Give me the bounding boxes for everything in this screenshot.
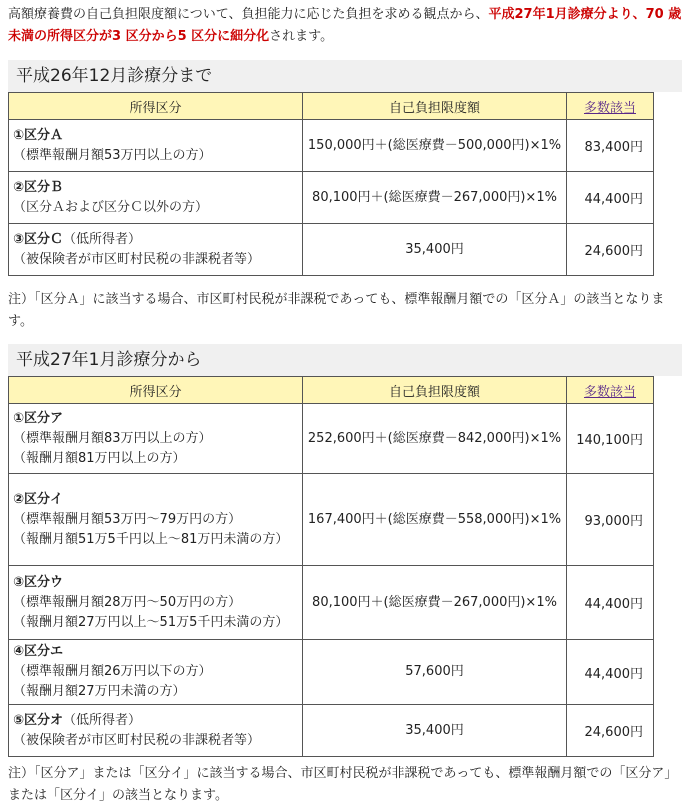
category-cell [9,640,303,705]
category-title: ①区分Ａ [13,127,64,143]
multiple-cell: 24,600円 [567,224,654,276]
multiple-cell: 24,600円 [567,705,654,757]
category-sub: （被保険者が市区町村民税の非課税者等） [13,251,261,267]
header-limit: 自己負担限度額 [303,93,567,120]
category-sub: （区分Ａおよび区分Ｃ以外の方） [13,199,209,215]
table-row [9,705,654,757]
category-cell [9,404,303,474]
multiple-cell: 83,400円 [567,120,654,172]
category-sub: （報酬月額81万円以上の方） [13,450,186,466]
table-row [9,172,654,224]
intro-text [8,4,688,48]
header-income-category: 所得区分 [9,377,303,404]
category-cell [9,224,303,276]
category-sub: （報酬月額27万円未満の方） [13,684,186,699]
section2-note: 注）「区分ア」または「区分イ」に該当する場合、市区町村民税が非課税であっても、標準報酬月額での「区分ア」または「区分イ」の該当となります。 [8,766,678,803]
category-cell [9,172,303,224]
section1-note: 注）「区分Ａ」に該当する場合、市区町村民税が非課税であっても、標準報酬月額での「区分Ａ」の該当となります。 [8,292,665,329]
limit-cell: 35,400円 [303,705,567,757]
header-multiple-link[interactable]: 多数該当 [567,93,654,120]
category-title-note: （低所得者） [63,231,142,247]
category-title: ②区分イ [13,491,64,507]
category-sub: （標準報酬月額26万円以下の方） [13,664,212,679]
limit-cell: 150,000円＋(総医療費－500,000円)×1% [303,120,567,172]
category-sub: （標準報酬月額28万円～50万円の方） [13,594,242,610]
category-title: ②区分Ｂ [13,179,64,195]
section1-header-row [9,93,654,120]
category-sub: （被保険者が市区町村民税の非課税者等） [13,732,261,748]
category-sub: （標準報酬月額83万円以上の方） [13,430,212,446]
intro-tail: されます。 [269,29,334,44]
table-row [9,224,654,276]
intro-highlight: 平成27年1月診療分より、70 歳未満の所得区分が3 区分から5 区分に細分化 [8,7,682,44]
limit-cell: 252,600円＋(総医療費－842,000円)×1% [303,404,567,474]
header-multiple-link[interactable]: 多数該当 [567,377,654,404]
multiple-cell: 93,000円 [567,474,654,566]
limit-cell: 57,600円 [303,640,567,705]
multiple-cell: 140,100円 [567,404,654,474]
limit-cell: 167,400円＋(総医療費－558,000円)×1% [303,474,567,566]
multiple-cell: 44,400円 [567,566,654,640]
multiple-cell: 44,400円 [567,640,654,705]
category-title: ③区分Ｃ [13,231,64,247]
multiple-cell: 44,400円 [567,172,654,224]
category-sub: （報酬月額51万5千円以上～81万円未満の方） [13,531,289,547]
limit-cell: 80,100円＋(総医療費－267,000円)×1% [303,172,567,224]
table-row [9,404,654,474]
header-income-category: 所得区分 [9,93,303,120]
header-limit: 自己負担限度額 [303,377,567,404]
category-title: ④区分エ [13,644,64,659]
section2-header-row [9,377,654,404]
category-sub: （標準報酬月額53万円以上の方） [13,147,212,163]
category-title: ⑤区分オ [13,712,64,728]
section1-table [8,92,654,276]
table-row [9,474,654,566]
section2-heading: 平成27年1月診療分から [8,344,682,376]
section2-table [8,376,654,757]
table-row [9,566,654,640]
limit-cell: 35,400円 [303,224,567,276]
category-cell [9,474,303,566]
category-title: ①区分ア [13,410,64,426]
category-cell [9,120,303,172]
section1-heading: 平成26年12月診療分まで [8,60,682,92]
limit-cell: 80,100円＋(総医療費－267,000円)×1% [303,566,567,640]
category-title: ③区分ウ [13,574,64,590]
intro-plain: 高額療養費の自己負担限度額について、負担能力に応じた負担を求める観点から、 [8,7,489,22]
table-row [9,640,654,705]
category-sub: （標準報酬月額53万円～79万円の方） [13,511,242,527]
category-cell [9,566,303,640]
category-sub: （報酬月額27万円以上～51万5千円未満の方） [13,614,289,630]
table-row [9,120,654,172]
category-title-note: （低所得者） [63,712,142,728]
category-cell [9,705,303,757]
